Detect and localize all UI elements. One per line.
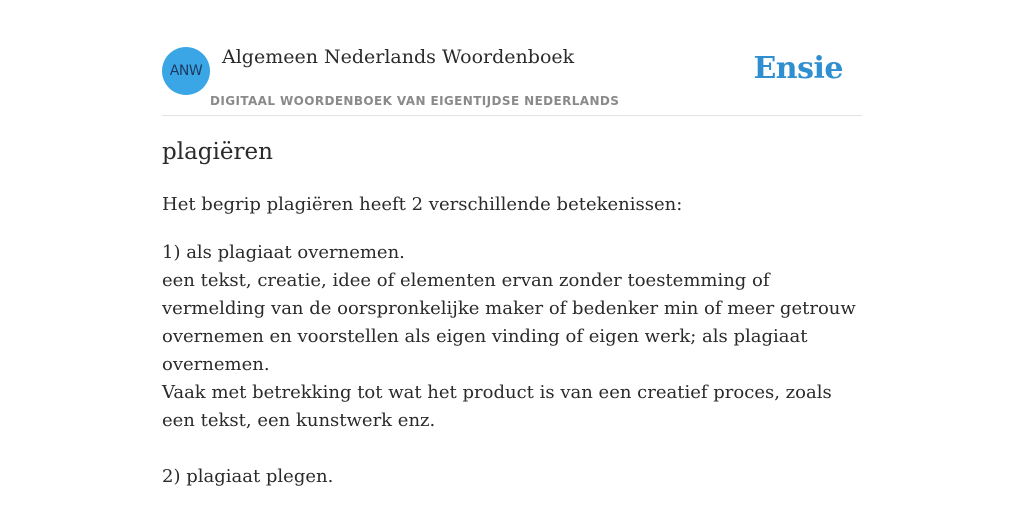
- meaning-2-heading: 2) plagiaat plegen.: [162, 466, 334, 487]
- site-subtitle: DIGITAAL WOORDENBOEK VAN EIGENTIJDSE NEDERLANDS: [210, 94, 620, 108]
- site-header: [162, 0, 862, 116]
- definitions-list: [162, 239, 862, 491]
- spacer: [162, 435, 862, 463]
- meaning-1-text: een tekst, creatie, idee of elementen ervan zonder toestemming of vermelding van de oorspronkelijke maker of bedenker min of meer getrouw overnemen en voorstellen als eigen vinding of eigen werk; als plagiaat overnemen.: [162, 270, 856, 375]
- site-title[interactable]: Algemeen Nederlands Woordenboek: [222, 46, 575, 68]
- meaning-1-heading: 1) als plagiaat overnemen.: [162, 242, 405, 263]
- meaning-1-note: Vaak met betrekking tot wat het product is van een creatief proces, zoals een tekst, een kunstwerk enz.: [162, 382, 832, 431]
- entry-card: [162, 0, 862, 512]
- ensie-brand-logo[interactable]: Ensie: [753, 51, 843, 86]
- logo-text: ANW: [169, 63, 203, 79]
- anw-logo[interactable]: [162, 47, 210, 95]
- entry-word: plagiëren: [162, 139, 273, 165]
- entry-intro: Het begrip plagiëren heeft 2 verschillende betekenissen:: [162, 194, 683, 215]
